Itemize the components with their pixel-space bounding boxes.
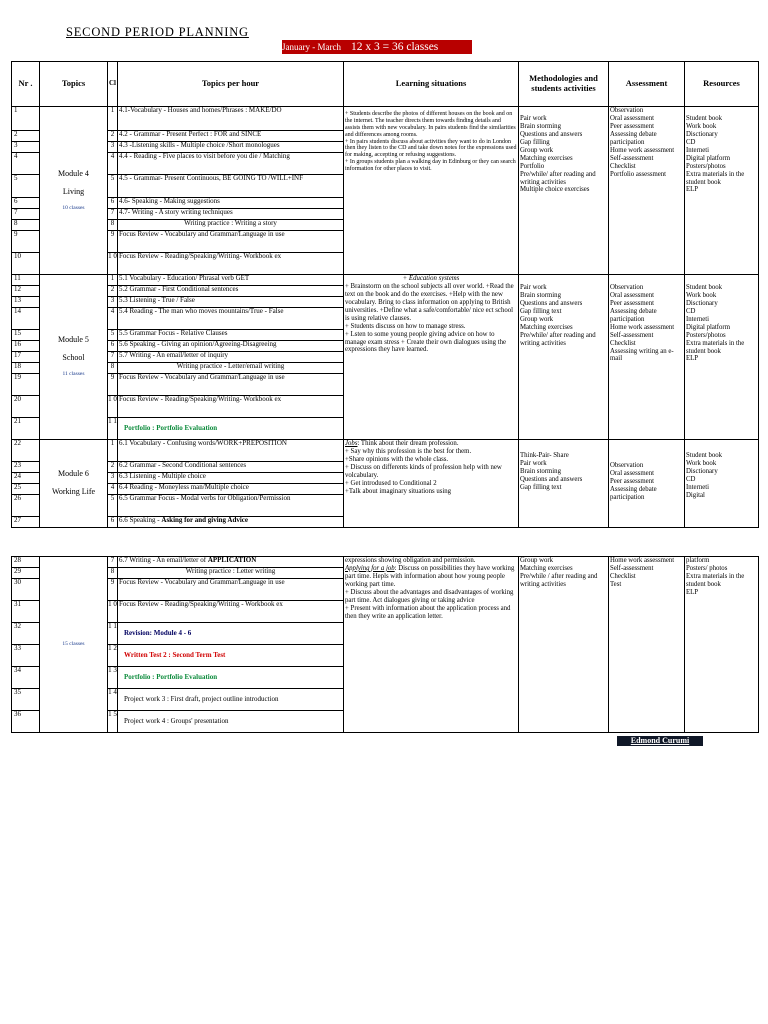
row-nr: 26 bbox=[12, 495, 40, 517]
row-cl: 6 bbox=[108, 198, 118, 209]
row-cl: 6 bbox=[108, 341, 118, 352]
row-nr: 18 bbox=[12, 363, 40, 374]
resource-item: platform bbox=[686, 557, 710, 564]
class-count: 12 x 3 = 36 classes bbox=[350, 41, 439, 53]
col-header-nr: Nr . bbox=[12, 62, 40, 107]
module-class-count: 11 classes bbox=[62, 371, 85, 378]
learning-item: expressions showing obligation and permission. bbox=[345, 557, 476, 564]
jobs-label: Jobs bbox=[345, 440, 358, 447]
row-cl: 1 bbox=[108, 440, 118, 462]
row-cl: 2 bbox=[108, 462, 118, 473]
row-nr: 36 bbox=[12, 711, 40, 733]
row-topic: 5.6 Speaking - Giving an opinion/Agreeing-Disagreeing bbox=[118, 341, 344, 352]
assessment-module-4 bbox=[609, 107, 685, 275]
row-nr: 3 bbox=[12, 142, 40, 153]
method-item: Multiple choice exercises bbox=[520, 186, 590, 194]
assessment-item: Assessing debate participation bbox=[610, 485, 657, 501]
row-nr: 10 bbox=[12, 253, 40, 275]
row-nr: 5 bbox=[12, 175, 40, 198]
row-cl: 1 1 bbox=[108, 623, 118, 645]
method-item: Group work bbox=[520, 557, 554, 564]
row-nr: 30 bbox=[12, 579, 40, 601]
row-nr: 12 bbox=[12, 286, 40, 297]
module-subject: School bbox=[62, 353, 85, 363]
method-item: Questions and answers bbox=[520, 475, 583, 483]
assessment-item: Assessing debate participation bbox=[610, 307, 657, 323]
methods-module-6a bbox=[519, 440, 609, 528]
resource-item: Digital bbox=[686, 491, 705, 499]
author-signature: Edmond Curumi bbox=[617, 736, 703, 746]
row-nr: 33 bbox=[12, 645, 40, 667]
learning-item: + Discuss about the advantages and disadvantages of working part time. Act dialogues giving or taking advice bbox=[345, 588, 514, 604]
module-class-count: 15 classes bbox=[62, 641, 85, 648]
assessment-item: Checklist bbox=[610, 162, 636, 170]
row-nr: 25 bbox=[12, 484, 40, 495]
table-row bbox=[12, 275, 759, 286]
learning-item: + In groups students plan a walking day in Edinburg or they can search information for other places to visit. bbox=[345, 159, 516, 173]
row-topic: Written Test 2 : Second Term Test bbox=[118, 645, 344, 667]
col-header-topics: Topics bbox=[40, 62, 108, 107]
resource-item: ELP bbox=[686, 355, 699, 363]
row-cl: 1 0 bbox=[108, 253, 118, 275]
module-name: Module 4 bbox=[58, 168, 89, 178]
row-topic-bold: APPLICATION bbox=[207, 556, 257, 564]
learning-item: + In pairs students discuss about activities they want to do in London then they listen to the CD and take down notes for the expressions used for making, accepting or refusing suggestions. bbox=[345, 138, 517, 159]
row-cl: 8 bbox=[108, 220, 118, 231]
method-item: Gap filling text bbox=[520, 483, 562, 491]
row-cl: 5 bbox=[108, 175, 118, 198]
method-item: Matching exercises bbox=[520, 323, 573, 331]
resource-item: Extra materials in the student book bbox=[686, 572, 745, 588]
method-item: Pre/while/ after reading and writing activities bbox=[520, 170, 596, 186]
resource-item: Student book bbox=[686, 452, 723, 459]
row-nr: 22 bbox=[12, 440, 40, 462]
method-item: Think-Pair- Share bbox=[520, 452, 569, 459]
row-topic: 5.5 Grammar Focus - Relative Clauses bbox=[118, 330, 344, 341]
row-topic: Portfolio : Portfolio Evaluation bbox=[118, 418, 344, 440]
row-topic: 6.2 Grammar - Second Conditional sentences bbox=[118, 462, 344, 473]
resource-item: Interneti bbox=[686, 315, 710, 323]
col-header-resources: Resources bbox=[685, 62, 759, 107]
resources-module-5 bbox=[685, 275, 759, 440]
row-topic: 4.4 - Reading - Five places to visit before you die / Matching bbox=[118, 153, 344, 175]
row-topic: Portfolio : Portfolio Evaluation bbox=[118, 667, 344, 689]
row-nr: 14 bbox=[12, 308, 40, 330]
assessment-item: Observation bbox=[610, 462, 644, 469]
assessment-item: Home work assessment bbox=[610, 146, 675, 154]
row-cl: 4 bbox=[108, 153, 118, 175]
row-cl: 1 bbox=[108, 107, 118, 131]
methods-module-5 bbox=[519, 275, 609, 440]
row-topic: Writing practice - Letter/email writing bbox=[118, 363, 344, 374]
row-topic: Writing practice : Letter writing bbox=[118, 568, 344, 579]
period-banner bbox=[282, 40, 472, 54]
method-item: Brain storming bbox=[520, 291, 561, 299]
row-cl: 7 bbox=[108, 557, 118, 568]
row-cl: 5 bbox=[108, 495, 118, 517]
assessment-item: Self-assessment bbox=[610, 564, 654, 572]
assessment-item: Oral assessment bbox=[610, 114, 654, 122]
method-item: Pre/while / after reading and writing activities bbox=[520, 572, 598, 588]
row-topic: Focus Review - Vocabulary and Grammar/Language in use bbox=[118, 579, 344, 601]
row-nr: 4 bbox=[12, 153, 40, 175]
row-topic: Focus Review - Vocabulary and Grammar/Language in use bbox=[118, 374, 344, 396]
method-item: Pair work bbox=[520, 459, 547, 467]
resource-item: CD bbox=[686, 475, 696, 483]
row-topic: 4.3 -Listening skills - Multiple choice /Short monologues bbox=[118, 142, 344, 153]
col-header-cl: Cl bbox=[108, 62, 118, 107]
method-item: Matching exercises bbox=[520, 154, 573, 162]
resources-module-4 bbox=[685, 107, 759, 275]
jobs-text: : Think about their dream profession. bbox=[357, 440, 459, 447]
resource-item: CD bbox=[686, 138, 696, 146]
learning-item: +Talk about imaginary situations using bbox=[345, 487, 452, 495]
row-nr: 19 bbox=[12, 374, 40, 396]
row-topic: 5.3 Listening - True / False bbox=[118, 297, 344, 308]
row-cl: 2 bbox=[108, 131, 118, 142]
table-row bbox=[12, 107, 759, 131]
row-cl: 1 bbox=[108, 275, 118, 286]
learning-item: + Discuss on differents kinds of profession help with new volcabulary. bbox=[345, 463, 502, 479]
method-item: Gap filling text bbox=[520, 307, 562, 315]
row-cl: 1 2 bbox=[108, 645, 118, 667]
row-cl: 8 bbox=[108, 363, 118, 374]
assessment-item: Peer assessment bbox=[610, 122, 654, 130]
row-nr: 32 bbox=[12, 623, 40, 645]
learning-module-5 bbox=[344, 275, 519, 440]
row-topic: Focus Review - Reading/Speaking/Writing - Workbook ex bbox=[118, 601, 344, 623]
method-item: Questions and answers bbox=[520, 130, 583, 138]
col-header-methodologies: Methodologies and students activities bbox=[519, 62, 609, 107]
row-nr: 11 bbox=[12, 275, 40, 286]
method-item: Pair work bbox=[520, 115, 547, 122]
row-cl: 3 bbox=[108, 473, 118, 484]
assessment-item: Assessing debate participation bbox=[610, 130, 657, 146]
learning-module-6 bbox=[344, 440, 519, 528]
module-5-topic bbox=[40, 275, 108, 440]
row-topic: 4.2 - Grammar - Present Perfect : FOR and SINCE bbox=[118, 131, 344, 142]
assessment-item: Peer assessment bbox=[610, 477, 654, 485]
row-cl: 2 bbox=[108, 286, 118, 297]
resource-item: Posters/photos bbox=[686, 162, 726, 170]
module-name: Module 6 bbox=[58, 469, 89, 479]
row-cl: 7 bbox=[108, 352, 118, 363]
row-topic: Writing practice : Writing a story bbox=[118, 220, 344, 231]
row-topic: 5.1 Vocabulary - Education/ Phrasal verb GET bbox=[118, 275, 344, 286]
learning-item: + Lsten to some young people giving advice on how to manage exam stress + Create their own dialogues using the expressions they have learned. bbox=[345, 330, 507, 354]
module-4-topic bbox=[40, 107, 108, 275]
learning-jobs bbox=[345, 440, 517, 448]
method-item: Group work bbox=[520, 315, 554, 323]
row-nr: 35 bbox=[12, 689, 40, 711]
assessment-item: Assessing writing an e-mail bbox=[610, 347, 674, 363]
row-topic bbox=[118, 517, 344, 528]
assessment-item: Checklist bbox=[610, 339, 636, 347]
row-cl: 1 3 bbox=[108, 667, 118, 689]
apply-label: Applying for a job bbox=[345, 564, 395, 572]
row-topic: 4.6- Speaking - Making suggestions bbox=[118, 198, 344, 209]
assessment-item: Oral assessment bbox=[610, 469, 654, 477]
learning-module-6-cont bbox=[344, 557, 519, 733]
learning-item: + Say why this profession is the best for them. bbox=[345, 447, 472, 455]
resource-item: Posters/ photos bbox=[686, 564, 728, 572]
row-topic: 4.7- Writing - A story writing techniques bbox=[118, 209, 344, 220]
row-nr: 28 bbox=[12, 557, 40, 568]
assessment-item: Oral assessment bbox=[610, 291, 654, 299]
row-nr: 7 bbox=[12, 209, 40, 220]
learning-item: + Students discuss on how to manage stress. bbox=[345, 322, 466, 330]
row-nr: 8 bbox=[12, 220, 40, 231]
row-cl: 4 bbox=[108, 484, 118, 495]
row-cl: 9 bbox=[108, 579, 118, 601]
col-header-assessment: Assessment bbox=[609, 62, 685, 107]
row-nr: 31 bbox=[12, 601, 40, 623]
assessment-item: Observation bbox=[610, 284, 644, 291]
row-nr: 20 bbox=[12, 396, 40, 418]
row-topic: Project work 4 : Groups' presentation bbox=[118, 711, 344, 733]
row-cl: 3 bbox=[108, 142, 118, 153]
row-topic: Focus Review - Reading/Speaking/Writing- Workbook ex bbox=[118, 396, 344, 418]
assessment-item: Observation bbox=[610, 107, 644, 114]
learning-module-4 bbox=[344, 107, 519, 275]
row-topic: Revision: Module 4 - 6 bbox=[118, 623, 344, 645]
learning-item: + Get introdused to Conditional 2 bbox=[345, 479, 437, 487]
row-topic: 5.4 Reading - The man who moves mountains/True - False bbox=[118, 308, 344, 330]
row-cl: 7 bbox=[108, 209, 118, 220]
row-nr: 13 bbox=[12, 297, 40, 308]
row-topic: 4.5 - Grammar- Present Continuous, BE GOING TO /WILL+INF bbox=[118, 175, 344, 198]
apply-text: : Discuss on possibilities they have working part time. Hepls with information about how young people working part time. bbox=[345, 564, 515, 588]
learning-item: + Brainstorm on the school subjects all over world. +Read the text on the book and do the exercises. +Help with the new vocabulary. Bring to class information on applying to British universities. +Define what a safe/comfortable/ nice ect school is using relative clauses. bbox=[345, 282, 514, 322]
learning-item: + Students describe the photos of different houses on the book and on the internet. The teacher directs them towards finding details and assists them with new vocabulary. In pairs students find the similarities and differences among rooms. bbox=[345, 111, 516, 138]
resource-item: Student book bbox=[686, 284, 723, 291]
row-nr: 24 bbox=[12, 473, 40, 484]
row-cl: 1 4 bbox=[108, 689, 118, 711]
learning-item: +Share opinions with the whole class. bbox=[345, 455, 449, 463]
module-name: Module 5 bbox=[58, 335, 89, 345]
row-topic: 6.4 Reading - Moneyless man/Multiple choice bbox=[118, 484, 344, 495]
method-item: Questions and answers bbox=[520, 299, 583, 307]
methods-module-4 bbox=[519, 107, 609, 275]
row-nr: 6 bbox=[12, 198, 40, 209]
resource-item: Interneti bbox=[686, 483, 710, 491]
resource-item: ELP bbox=[686, 588, 699, 596]
page-title: SECOND PERIOD PLANNING bbox=[66, 25, 249, 39]
resources-module-6a bbox=[685, 440, 759, 528]
assessment-module-5 bbox=[609, 275, 685, 440]
module-subject: Working Life bbox=[51, 486, 96, 496]
planning-table-part1 bbox=[11, 61, 759, 528]
row-nr: 16 bbox=[12, 341, 40, 352]
row-cl: 3 bbox=[108, 297, 118, 308]
method-item: Pair work bbox=[520, 284, 547, 291]
row-nr: 9 bbox=[12, 231, 40, 253]
assessment-item: Checklist bbox=[610, 572, 636, 580]
resource-item: Work book bbox=[686, 459, 717, 467]
module-6-topic-cont bbox=[40, 557, 108, 733]
resource-item: Extra materials in the student book bbox=[686, 339, 745, 355]
row-topic: 6.3 Listening - Multiple choice bbox=[118, 473, 344, 484]
method-item: Matching exercises bbox=[520, 564, 573, 572]
method-item: Portfolio bbox=[520, 162, 545, 170]
module-subject: Living bbox=[62, 186, 85, 196]
assessment-item: Portfolio assessment bbox=[610, 170, 667, 178]
resources-module-6b bbox=[685, 557, 759, 733]
resource-item: Posters/photos bbox=[686, 331, 726, 339]
row-cl: 1 5 bbox=[108, 711, 118, 733]
assessment-module-6a bbox=[609, 440, 685, 528]
table-row bbox=[12, 557, 759, 568]
row-topic: 6.1 Vocabulary - Confusing words/WORK+PREPOSITION bbox=[118, 440, 344, 462]
col-header-topics-per-hour: Topics per hour bbox=[118, 62, 344, 107]
row-cl: 6 bbox=[108, 517, 118, 528]
row-topic-bold: Asking for and giving Advice bbox=[161, 516, 249, 524]
table-header-row bbox=[12, 62, 759, 107]
resource-item: Interneti bbox=[686, 146, 710, 154]
row-nr: 23 bbox=[12, 462, 40, 473]
methods-module-6b bbox=[519, 557, 609, 733]
row-nr: 29 bbox=[12, 568, 40, 579]
row-topic: Project work 3 : First draft, project outline introduction bbox=[118, 689, 344, 711]
row-topic-text: 6.7 Writing - An email/letter of bbox=[119, 556, 208, 564]
method-item: Brain storming bbox=[520, 467, 561, 475]
row-topic: 5.7 Writing - An email/letter of inquiry bbox=[118, 352, 344, 363]
module-class-count: 10 classes bbox=[62, 204, 85, 211]
row-topic: Focus Review - Vocabulary and Grammar/Language in use bbox=[118, 231, 344, 253]
resource-item: Student book bbox=[686, 115, 723, 122]
row-cl: 8 bbox=[108, 568, 118, 579]
assessment-item: Peer assessment bbox=[610, 299, 654, 307]
row-topic-text: 6.6 Speaking - bbox=[119, 516, 162, 524]
resource-item: Work book bbox=[686, 122, 717, 130]
row-topic: 5.2 Grammar - First Conditional sentences bbox=[118, 286, 344, 297]
resource-item: Extra materials in the student book bbox=[686, 170, 745, 186]
col-header-learning: Learning situations bbox=[344, 62, 519, 107]
row-cl: 4 bbox=[108, 308, 118, 330]
resource-item: Disctionary bbox=[686, 467, 718, 475]
row-nr: 21 bbox=[12, 418, 40, 440]
row-nr: 2 bbox=[12, 131, 40, 142]
resource-item: Digital platform bbox=[686, 154, 730, 162]
method-item: Pre/while/ after reading and writing activities bbox=[520, 331, 596, 347]
method-item: Brain storming bbox=[520, 122, 561, 130]
row-cl: 1 0 bbox=[108, 396, 118, 418]
planning-table-part2 bbox=[11, 556, 759, 733]
row-cl: 9 bbox=[108, 374, 118, 396]
method-item: Gap filling bbox=[520, 138, 550, 146]
learning-apply bbox=[345, 565, 517, 589]
assessment-module-6b bbox=[609, 557, 685, 733]
assessment-item: Test bbox=[610, 580, 622, 588]
row-nr: 17 bbox=[12, 352, 40, 363]
table-row bbox=[12, 440, 759, 462]
row-cl: 5 bbox=[108, 330, 118, 341]
resource-item: Work book bbox=[686, 291, 717, 299]
resource-item: ELP bbox=[686, 186, 699, 194]
row-topic bbox=[118, 557, 344, 568]
row-cl: 1 1 bbox=[108, 418, 118, 440]
row-nr: 15 bbox=[12, 330, 40, 341]
assessment-item: Home work assessment bbox=[610, 323, 675, 331]
assessment-item: Home work assessment bbox=[610, 557, 675, 564]
resource-item: CD bbox=[686, 307, 696, 315]
period-range: January - March bbox=[282, 42, 341, 52]
module-6-topic bbox=[40, 440, 108, 528]
assessment-item: Self-assessment bbox=[610, 331, 654, 339]
learning-item: + Present with information about the application process and then they write an application letter. bbox=[345, 604, 511, 620]
row-topic: Focus Review - Reading/Speaking/Writing- Workbook ex bbox=[118, 253, 344, 275]
resource-item: Digital platform bbox=[686, 323, 730, 331]
row-nr: 1 bbox=[12, 107, 40, 131]
row-cl: 1 0 bbox=[108, 601, 118, 623]
resource-item: Disctionary bbox=[686, 130, 718, 138]
resource-item: Disctionary bbox=[686, 299, 718, 307]
row-topic: 6.5 Grammar Focus - Modal verbs for Obligation/Permission bbox=[118, 495, 344, 517]
assessment-item: Self-assessment bbox=[610, 154, 654, 162]
row-topic: 4.1-Vocabulary - Houses and homes/Phrases : MAKE/DO bbox=[118, 107, 344, 131]
learning-title: + Education systems bbox=[402, 275, 460, 282]
method-item: Group work bbox=[520, 146, 554, 154]
row-nr: 34 bbox=[12, 667, 40, 689]
row-nr: 27 bbox=[12, 517, 40, 528]
row-cl: 9 bbox=[108, 231, 118, 253]
